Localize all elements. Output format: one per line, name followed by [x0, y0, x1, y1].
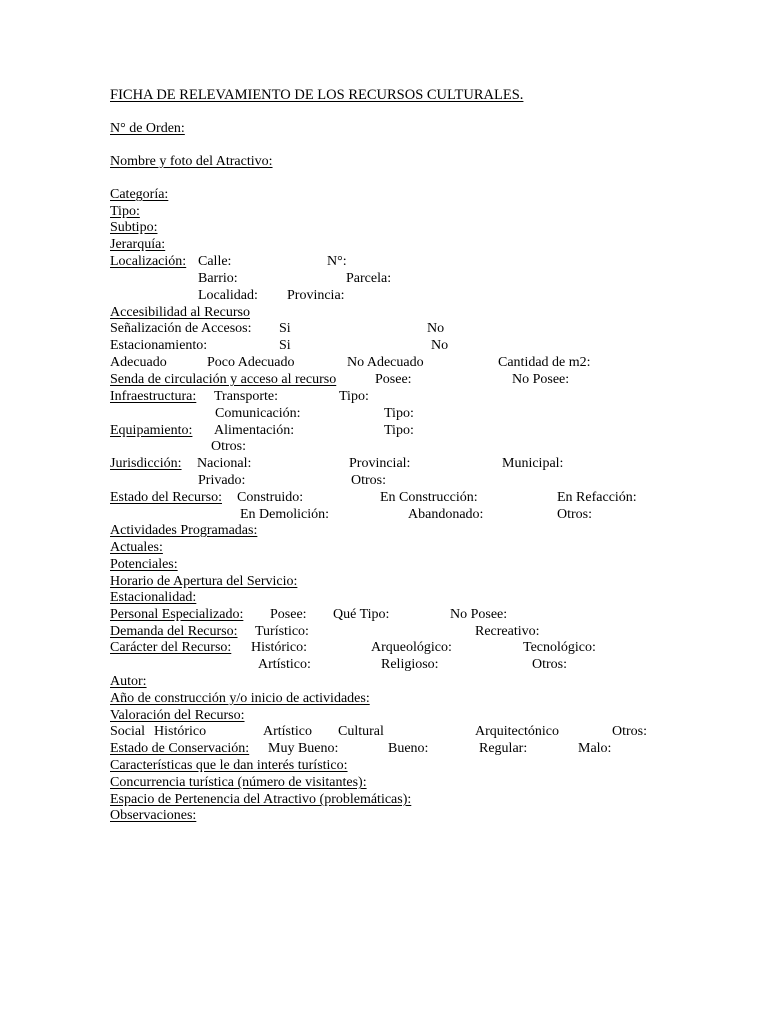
orden-label: N° de Orden:: [110, 121, 185, 136]
estacionamiento-label: Estacionamiento:: [110, 338, 208, 353]
valoracion-cultural: Cultural: [338, 724, 384, 739]
senda-label: Senda de circulación y acceso al recurso: [110, 372, 337, 387]
autor-label: Autor:: [110, 674, 147, 689]
espacio-label: Espacio de Pertenencia del Atractivo (problemáticas):: [110, 792, 412, 807]
senalizacion-si: Si: [279, 321, 291, 336]
regular-label: Regular:: [479, 741, 528, 756]
conservacion-label: Estado de Conservación:: [110, 741, 250, 756]
comunicacion-tipo: Tipo:: [384, 406, 414, 421]
infraestructura-label: Infraestructura:: [110, 389, 197, 404]
privado-label: Privado:: [198, 473, 246, 488]
provincia-label: Provincia:: [287, 288, 345, 303]
adecuado-label: Adecuado: [110, 355, 167, 370]
estado-otros: Otros:: [557, 507, 592, 522]
caracter-religioso: Religioso:: [381, 657, 439, 672]
caracter-label: Carácter del Recurso:: [110, 640, 232, 655]
jurisdiccion-label: Jurisdicción:: [110, 456, 182, 471]
en-construccion-label: En Construcción:: [380, 490, 478, 505]
personal-que-tipo: Qué Tipo:: [333, 607, 390, 622]
localizacion-label: Localización:: [110, 254, 187, 269]
estacionamiento-no: No: [431, 338, 449, 353]
actuales-label: Actuales:: [110, 540, 163, 555]
provincial-label: Provincial:: [349, 456, 411, 471]
barrio-label: Barrio:: [198, 271, 238, 286]
concurrencia-label: Concurrencia turística (número de visitantes):: [110, 775, 367, 790]
nacional-label: Nacional:: [197, 456, 252, 471]
valoracion-historico: Histórico: [154, 724, 207, 739]
estacionalidad-label: Estacionalidad:: [110, 590, 197, 605]
senalizacion-label: Señalización de Accesos:: [110, 321, 252, 336]
caracter-historico: Histórico:: [251, 640, 307, 655]
abandonado-label: Abandonado:: [408, 507, 484, 522]
calle-label: Calle:: [198, 254, 232, 269]
valoracion-otros: Otros:: [612, 724, 647, 739]
construido-label: Construido:: [237, 490, 304, 505]
comunicacion-label: Comunicación:: [215, 406, 301, 421]
equipamiento-label: Equipamiento:: [110, 423, 193, 438]
en-refaccion-label: En Refacción:: [557, 490, 637, 505]
personal-label: Personal Especializado:: [110, 607, 244, 622]
municipal-label: Municipal:: [502, 456, 564, 471]
muy-bueno-label: Muy Bueno:: [268, 741, 339, 756]
caracteristicas-label: Características que le dan interés turístico:: [110, 758, 348, 773]
senalizacion-no: No: [427, 321, 445, 336]
malo-label: Malo:: [578, 741, 612, 756]
accesibilidad-label: Accesibilidad al Recurso: [110, 305, 250, 320]
jerarquia-label: Jerarquía:: [110, 237, 166, 252]
bueno-label: Bueno:: [388, 741, 429, 756]
categoria-label: Categoría:: [110, 187, 169, 202]
estacionamiento-si: Si: [279, 338, 291, 353]
alimentacion-tipo: Tipo:: [384, 423, 414, 438]
valoracion-artistico: Artístico: [263, 724, 312, 739]
form-title: FICHA DE RELEVAMIENTO DE LOS RECURSOS CULTURALES.: [110, 87, 524, 103]
demanda-label: Demanda del Recurso:: [110, 624, 238, 639]
senda-posee: Posee:: [375, 372, 412, 387]
alimentacion-label: Alimentación:: [214, 423, 295, 438]
cantidad-m2-label: Cantidad de m2:: [498, 355, 591, 370]
transporte-tipo: Tipo:: [339, 389, 369, 404]
observaciones-label: Observaciones:: [110, 808, 197, 823]
jurisdiccion-otros: Otros:: [351, 473, 386, 488]
no-adecuado-label: No Adecuado: [347, 355, 424, 370]
numero-label: N°:: [327, 254, 347, 269]
poco-adecuado-label: Poco Adecuado: [207, 355, 295, 370]
horario-label: Horario de Apertura del Servicio:: [110, 574, 298, 589]
parcela-label: Parcela:: [346, 271, 392, 286]
valoracion-label: Valoración del Recurso:: [110, 708, 245, 723]
caracter-tecnologico: Tecnológico:: [523, 640, 596, 655]
caracter-otros: Otros:: [532, 657, 567, 672]
localidad-label: Localidad:: [198, 288, 258, 303]
personal-posee: Posee:: [270, 607, 307, 622]
en-demolicion-label: En Demolición:: [240, 507, 330, 522]
equipamiento-otros: Otros:: [211, 439, 246, 454]
personal-no-posee: No Posee:: [450, 607, 508, 622]
senda-no-posee: No Posee:: [512, 372, 570, 387]
recreativo-label: Recreativo:: [475, 624, 540, 639]
anio-label: Año de construcción y/o inicio de actividades:: [110, 691, 370, 706]
valoracion-social: Social: [110, 724, 145, 739]
actividades-label: Actividades Programadas:: [110, 523, 258, 538]
potenciales-label: Potenciales:: [110, 557, 178, 572]
turistico-label: Turístico:: [255, 624, 309, 639]
subtipo-label: Subtipo:: [110, 220, 158, 235]
caracter-arqueologico: Arqueológico:: [371, 640, 452, 655]
estado-recurso-label: Estado del Recurso:: [110, 490, 222, 505]
tipo-label: Tipo:: [110, 204, 140, 219]
transporte-label: Transporte:: [214, 389, 279, 404]
valoracion-arquitectonico: Arquitectónico: [475, 724, 559, 739]
nombre-label: Nombre y foto del Atractivo:: [110, 154, 273, 169]
caracter-artistico: Artístico:: [258, 657, 311, 672]
